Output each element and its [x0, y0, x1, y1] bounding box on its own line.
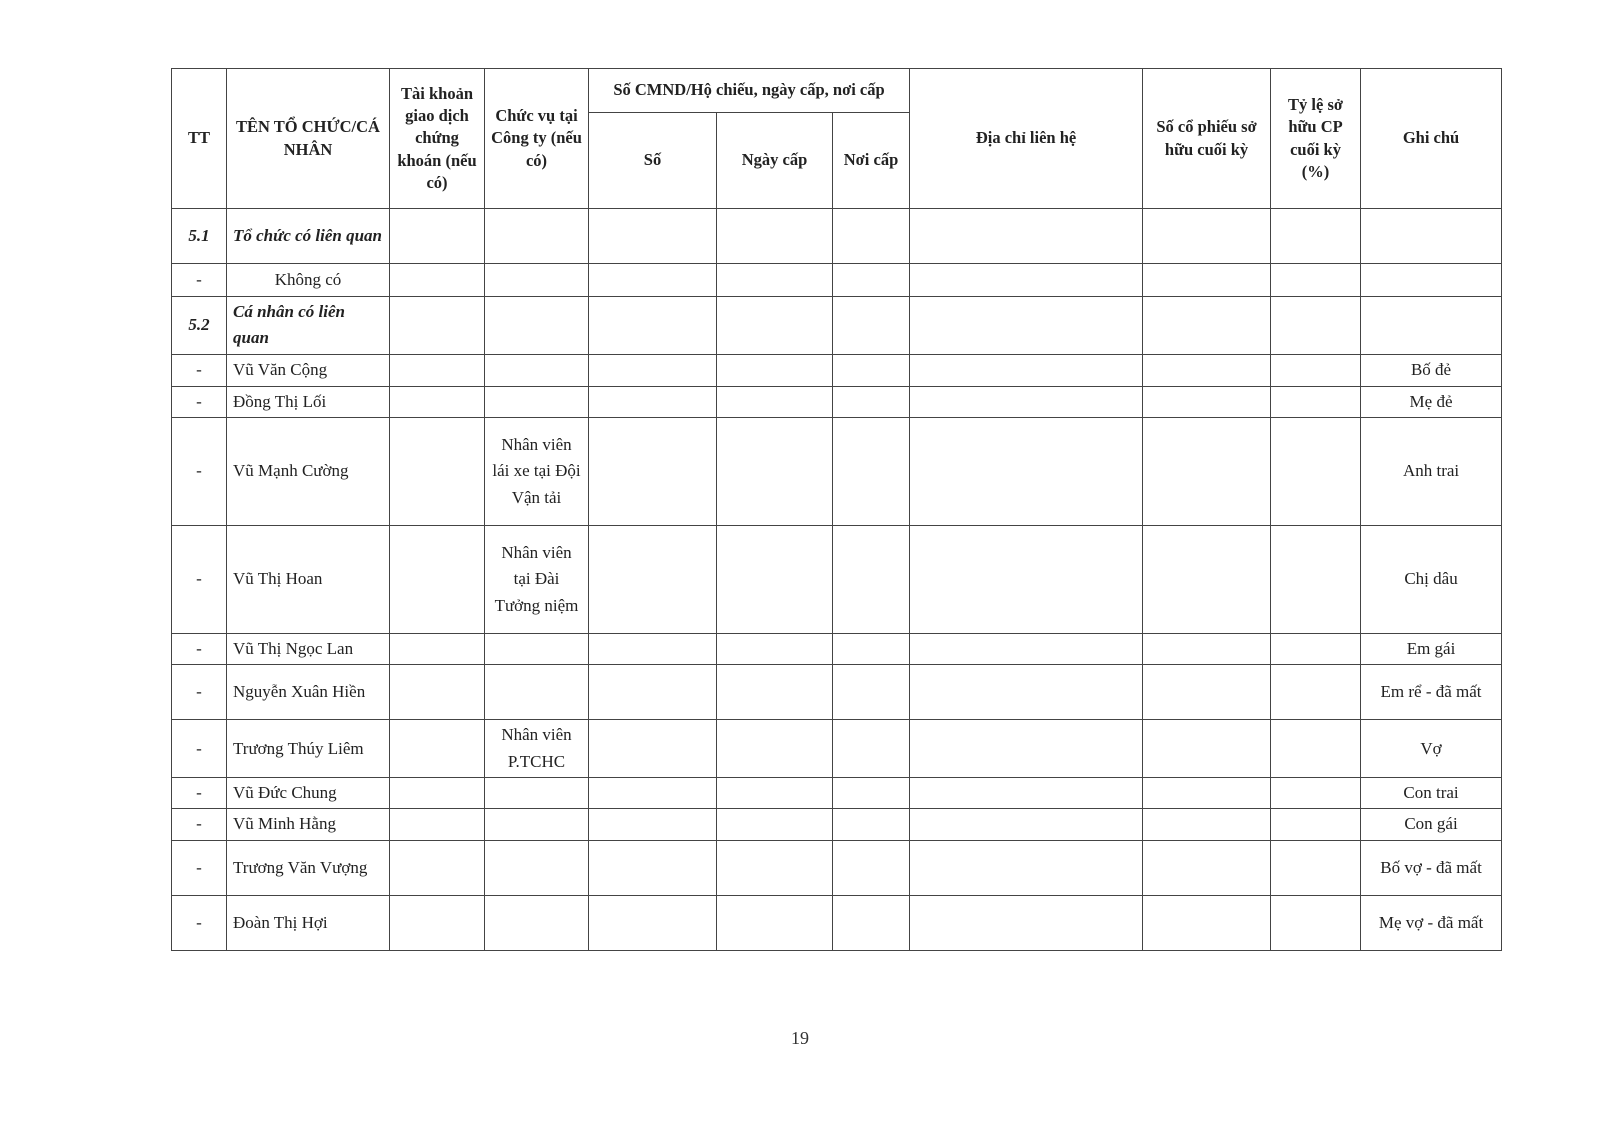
row-ratio: [1271, 264, 1361, 297]
row-name: Vũ Văn Cộng: [227, 354, 390, 386]
row-address: [910, 809, 1143, 840]
row-address: [910, 297, 1143, 355]
row-id-place: [833, 297, 910, 355]
row-shares: [1143, 209, 1271, 264]
row-account: [390, 418, 485, 526]
row-note: Mẹ vợ - đã mất: [1361, 895, 1502, 950]
row-note: Mẹ đẻ: [1361, 386, 1502, 417]
row-ratio: [1271, 526, 1361, 634]
row-note: Chị dâu: [1361, 526, 1502, 634]
header-id-place: Nơi cấp: [833, 113, 910, 209]
row-id-date: [717, 264, 833, 297]
row-note: [1361, 297, 1502, 355]
row-position: [485, 354, 589, 386]
row-id-number: [589, 778, 717, 809]
row-id-place: [833, 895, 910, 950]
row-id-place: [833, 418, 910, 526]
table-row: [172, 354, 1502, 386]
table-row: [172, 297, 1502, 355]
row-shares: [1143, 778, 1271, 809]
row-position: [485, 840, 589, 895]
row-position: [485, 809, 589, 840]
row-ratio: [1271, 209, 1361, 264]
row-id-place: [833, 634, 910, 665]
row-shares: [1143, 386, 1271, 417]
row-id-date: [717, 209, 833, 264]
table-row: [172, 665, 1502, 720]
table-body: [172, 209, 1502, 951]
header-note: Ghi chú: [1361, 69, 1502, 209]
row-id-date: [717, 418, 833, 526]
row-account: [390, 297, 485, 355]
row-position: [485, 665, 589, 720]
row-ratio: [1271, 895, 1361, 950]
row-address: [910, 264, 1143, 297]
header-account: Tài khoản giao dịch chứng khoán (nếu có): [390, 69, 485, 209]
row-position: [485, 634, 589, 665]
row-address: [910, 418, 1143, 526]
row-shares: [1143, 526, 1271, 634]
row-tt: 5.2: [172, 297, 227, 355]
row-id-date: [717, 665, 833, 720]
row-id-place: [833, 264, 910, 297]
row-tt: -: [172, 526, 227, 634]
row-id-number: [589, 895, 717, 950]
header-ratio: Tỷ lệ sở hữu CP cuối kỳ (%): [1271, 69, 1361, 209]
row-shares: [1143, 634, 1271, 665]
row-id-place: [833, 354, 910, 386]
row-shares: [1143, 665, 1271, 720]
row-address: [910, 720, 1143, 778]
row-address: [910, 840, 1143, 895]
row-id-number: [589, 386, 717, 417]
row-account: [390, 840, 485, 895]
row-ratio: [1271, 778, 1361, 809]
row-tt: 5.1: [172, 209, 227, 264]
row-id-number: [589, 297, 717, 355]
row-position: [485, 778, 589, 809]
row-id-number: [589, 634, 717, 665]
row-name: Trương Văn Vượng: [227, 840, 390, 895]
row-id-place: [833, 840, 910, 895]
row-id-number: [589, 209, 717, 264]
row-name: Vũ Minh Hằng: [227, 809, 390, 840]
row-ratio: [1271, 297, 1361, 355]
row-ratio: [1271, 809, 1361, 840]
row-id-place: [833, 665, 910, 720]
table-row: [172, 895, 1502, 950]
row-name: Vũ Đức Chung: [227, 778, 390, 809]
row-name: Vũ Thị Hoan: [227, 526, 390, 634]
row-tt: -: [172, 895, 227, 950]
row-shares: [1143, 895, 1271, 950]
row-note: [1361, 209, 1502, 264]
row-id-place: [833, 386, 910, 417]
row-note: Anh trai: [1361, 418, 1502, 526]
row-id-date: [717, 720, 833, 778]
row-position: [485, 895, 589, 950]
row-name: Đồng Thị Lối: [227, 386, 390, 417]
row-id-number: [589, 840, 717, 895]
row-ratio: [1271, 354, 1361, 386]
row-ratio: [1271, 665, 1361, 720]
row-id-date: [717, 634, 833, 665]
row-id-date: [717, 809, 833, 840]
row-tt: -: [172, 354, 227, 386]
row-address: [910, 778, 1143, 809]
row-id-place: [833, 526, 910, 634]
row-tt: -: [172, 264, 227, 297]
row-name: Nguyễn Xuân Hiền: [227, 665, 390, 720]
row-note: Vợ: [1361, 720, 1502, 778]
row-id-number: [589, 418, 717, 526]
table-row: [172, 720, 1502, 778]
row-ratio: [1271, 634, 1361, 665]
row-account: [390, 634, 485, 665]
row-address: [910, 354, 1143, 386]
row-ratio: [1271, 386, 1361, 417]
row-name: Không có: [227, 264, 390, 297]
row-position: Nhân viên lái xe tại Đội Vận tải: [485, 418, 589, 526]
row-id-place: [833, 720, 910, 778]
row-position: [485, 209, 589, 264]
row-id-number: [589, 354, 717, 386]
row-position: [485, 386, 589, 417]
row-position: Nhân viên P.TCHC: [485, 720, 589, 778]
row-note: Em rể - đã mất: [1361, 665, 1502, 720]
row-shares: [1143, 809, 1271, 840]
header-name: TÊN TỔ CHỨC/CÁ NHÂN: [227, 69, 390, 209]
row-id-date: [717, 895, 833, 950]
page-number: 19: [791, 1028, 809, 1048]
table-row: [172, 809, 1502, 840]
row-name: Trương Thúy Liêm: [227, 720, 390, 778]
table-row: [172, 386, 1502, 417]
row-note: Bố đẻ: [1361, 354, 1502, 386]
row-tt: -: [172, 720, 227, 778]
row-address: [910, 634, 1143, 665]
row-name: Vũ Mạnh Cường: [227, 418, 390, 526]
row-address: [910, 895, 1143, 950]
row-id-date: [717, 526, 833, 634]
row-shares: [1143, 840, 1271, 895]
row-id-number: [589, 809, 717, 840]
row-account: [390, 526, 485, 634]
row-note: [1361, 264, 1502, 297]
row-account: [390, 778, 485, 809]
row-account: [390, 354, 485, 386]
row-shares: [1143, 720, 1271, 778]
row-tt: -: [172, 809, 227, 840]
table-row: [172, 526, 1502, 634]
row-position: [485, 264, 589, 297]
row-id-date: [717, 297, 833, 355]
row-name: Đoàn Thị Hợi: [227, 895, 390, 950]
row-shares: [1143, 354, 1271, 386]
row-id-date: [717, 840, 833, 895]
row-ratio: [1271, 720, 1361, 778]
row-tt: -: [172, 778, 227, 809]
row-tt: -: [172, 840, 227, 895]
row-id-number: [589, 665, 717, 720]
row-address: [910, 386, 1143, 417]
row-tt: -: [172, 386, 227, 417]
row-position: Nhân viên tại Đài Tưởng niệm: [485, 526, 589, 634]
table-row: [172, 418, 1502, 526]
row-account: [390, 809, 485, 840]
row-id-number: [589, 264, 717, 297]
row-shares: [1143, 418, 1271, 526]
row-id-date: [717, 386, 833, 417]
row-id-place: [833, 778, 910, 809]
table-row: [172, 264, 1502, 297]
row-note: Em gái: [1361, 634, 1502, 665]
row-address: [910, 665, 1143, 720]
table-row: [172, 634, 1502, 665]
header-id-number: Số: [589, 113, 717, 209]
table-row: [172, 840, 1502, 895]
row-address: [910, 209, 1143, 264]
header-id-group: Số CMND/Hộ chiếu, ngày cấp, nơi cấp: [589, 69, 910, 113]
row-note: Con trai: [1361, 778, 1502, 809]
row-id-place: [833, 809, 910, 840]
row-name: Vũ Thị Ngọc Lan: [227, 634, 390, 665]
row-shares: [1143, 297, 1271, 355]
row-account: [390, 386, 485, 417]
table-row: [172, 778, 1502, 809]
header-address: Địa chỉ liên hệ: [910, 69, 1143, 209]
row-note: Con gái: [1361, 809, 1502, 840]
related-persons-table: [171, 68, 1502, 951]
row-tt: -: [172, 634, 227, 665]
row-shares: [1143, 264, 1271, 297]
row-note: Bố vợ - đã mất: [1361, 840, 1502, 895]
row-position: [485, 297, 589, 355]
table-row: [172, 209, 1502, 264]
row-address: [910, 526, 1143, 634]
row-account: [390, 264, 485, 297]
row-id-date: [717, 778, 833, 809]
row-account: [390, 209, 485, 264]
row-id-number: [589, 720, 717, 778]
header-id-date: Ngày cấp: [717, 113, 833, 209]
row-id-date: [717, 354, 833, 386]
header-tt: TT: [172, 69, 227, 209]
row-name: Tổ chức có liên quan: [227, 209, 390, 264]
header-position: Chức vụ tại Công ty (nếu có): [485, 69, 589, 209]
row-name: Cá nhân có liên quan: [227, 297, 390, 355]
row-tt: -: [172, 665, 227, 720]
row-account: [390, 895, 485, 950]
row-ratio: [1271, 418, 1361, 526]
row-id-place: [833, 209, 910, 264]
row-ratio: [1271, 840, 1361, 895]
row-tt: -: [172, 418, 227, 526]
row-id-number: [589, 526, 717, 634]
row-account: [390, 665, 485, 720]
header-shares: Số cổ phiếu sở hữu cuối kỳ: [1143, 69, 1271, 209]
row-account: [390, 720, 485, 778]
